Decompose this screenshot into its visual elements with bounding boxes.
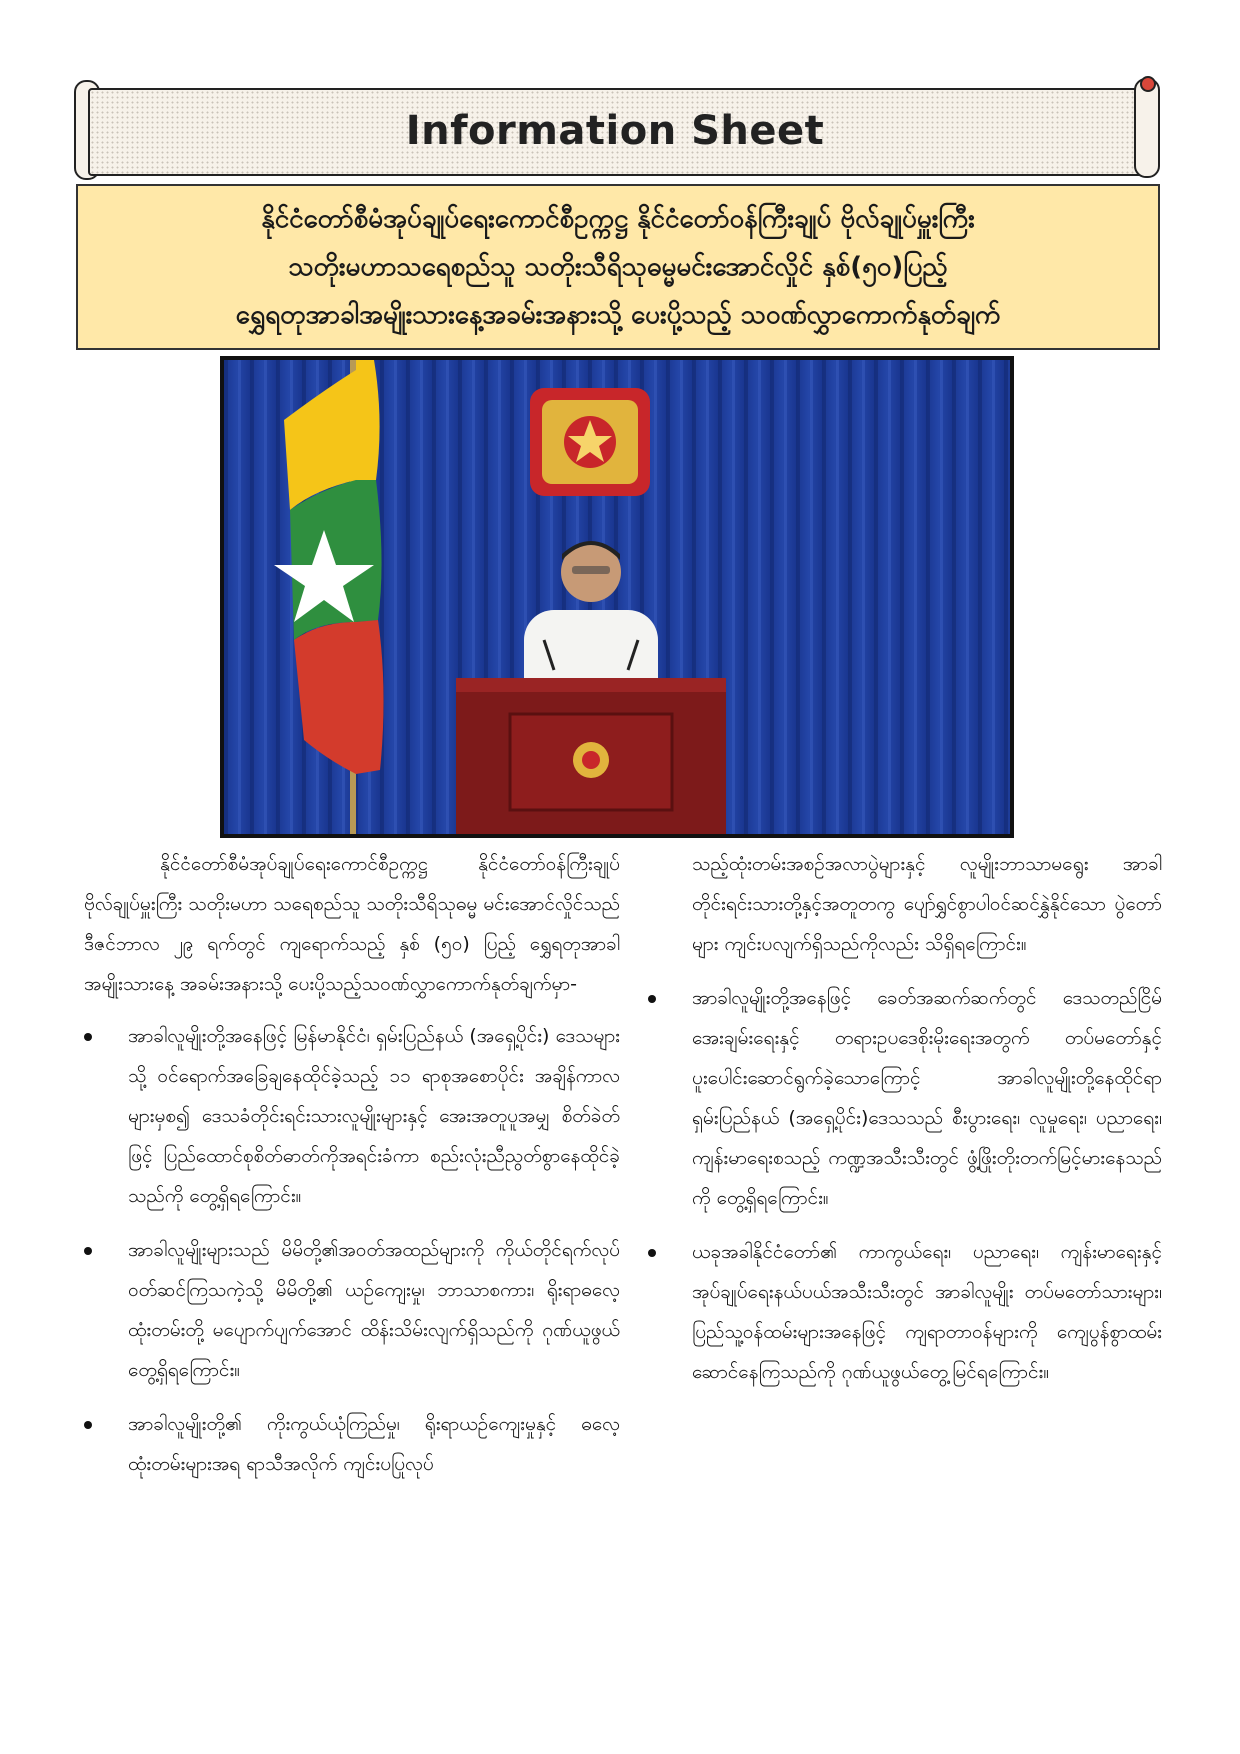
continued-paragraph: သည့်ထုံးတမ်းအစဉ်အလာပွဲများနှင့် လူမျိုးဘာသာမရွေး အာခါတိုင်းရင်းသားတို့နှင့်အတူတကွ ပျော်ရွှင်စွာပါဝင်ဆင်နွှဲနိုင်သော ပွဲတော်များ ကျင်းပလျက်ရှိသည်ကိုလည်း သိရှိရကြောင်း။ xyxy=(692,853,1162,955)
photo-illustration xyxy=(224,360,1010,834)
intro-paragraph: နိုင်ငံတော်စီမံအုပ်ချုပ်ရေးကောင်စီဥက္ကဋ္ဌ နိုင်ငံတော်ဝန်ကြီးချုပ် ဗိုလ်ချုပ်မှူးကြီး သတိုးမဟာ သရေစည်သူ သတိုးသီရိသုဓမ္မ မင်းအောင်လှိုင်သည် ဒီဇင်ဘာလ ၂၉ ရက်တွင် ကျရောက်သည့် နှစ် (၅၀) ပြည့် ရွှေရတုအာခါအမျိုးသားနေ့ အခမ်းအနားသို့ ပေးပို့သည့်သဝဏ်လွှာကောက်နုတ်ချက်မှာ- xyxy=(84,853,620,995)
title-banner xyxy=(70,80,1160,180)
bullet-item xyxy=(648,978,1162,1218)
left-column xyxy=(84,844,620,1498)
right-column xyxy=(648,844,1162,1406)
bullet-icon xyxy=(648,995,656,1003)
bullet-icon xyxy=(648,1249,656,1257)
document-title: Information Sheet xyxy=(405,108,825,154)
bullet-text: အာခါလူမျိုးတို့အနေဖြင့် မြန်မာနိုင်ငံ၊ ရှမ်းပြည်နယ် (အရှေ့ပိုင်း) ဒေသများသို့ ဝင်ရောက်အခြေချနေထိုင်ခဲ့သည့် ၁၁ ရာစုအစောပိုင်း အချိန်ကာလများမှစ၍ ဒေသခံတိုင်းရင်းသားလူမျိုးများနှင့် အေးအတူပူအမျှ စိတ်ခဲတ်ဖြင့် ပြည်ထောင်စုစိတ်ဓာတ်ကိုအရင်းခံကာ စည်းလုံးညီညွတ်စွာနေထိုင်ခဲ့သည်ကို တွေ့ရှိရကြောင်း။ xyxy=(128,1025,620,1207)
bullet-text: အာခါလူမျိုးများသည် မိမိတို့၏အဝတ်အထည်များကို ကိုယ်တိုင်ရက်လုပ်ဝတ်ဆင်ကြသကဲ့သို့ မိမိတို့၏ ယဉ်ကျေးမှု၊ ဘာသာစကား၊ ရိုးရာဓလေ့ထုံးတမ်းတို့ မပျောက်ပျက်အောင် ထိန်းသိမ်းလျက်ရှိသည်ကို ဂုဏ်ယူဖွယ်တွေ့ရှိရကြောင်း။ xyxy=(128,1239,620,1381)
bullet-text: အာခါလူမျိုးတို့၏ ကိုးကွယ်ယုံကြည်မှု၊ ရိုးရာယဉ်ကျေးမှုနှင့် ဓလေ့ထုံးတမ်းများအရ ရာသီအလိုက် ကျင်းပပြုလုပ် xyxy=(128,1413,620,1475)
headline-line-3: ရွှေရတုအာခါအမျိုးသားနေ့အခမ်းအနားသို့ ပေးပို့သည့် သဝဏ်လွှာကောက်နုတ်ချက် xyxy=(235,300,1001,330)
bullet-item xyxy=(84,1016,620,1216)
bullet-icon xyxy=(84,1247,92,1255)
podium xyxy=(456,678,726,834)
speech-photo xyxy=(220,356,1014,838)
bullet-item xyxy=(84,1404,620,1484)
headline-box xyxy=(76,184,1160,350)
bullet-item xyxy=(84,1230,620,1390)
bullet-text: ယခုအခါနိုင်ငံတော်၏ ကာကွယ်ရေး၊ ပညာရေး၊ ကျန်းမာရေးနှင့် အုပ်ချုပ်ရေးနယ်ပယ်အသီးသီးတွင် အာခါလူမျိုး တပ်မတော်သားများ၊ ပြည်သူ့ဝန်ထမ်းများအနေဖြင့် ကျရာတာဝန်များကို ကျေပွန်စွာထမ်းဆောင်နေကြသည်ကို ဂုဏ်ယူဖွယ်တွေ့မြင်ရကြောင်း။ xyxy=(692,1241,1162,1383)
headline-line-2: သတိုးမဟာသရေစည်သူ သတိုးသီရိသုဓမ္မမင်းအောင်လှိုင် နှစ်(၅၀)ပြည့် xyxy=(288,252,948,282)
bullet-icon xyxy=(84,1033,92,1041)
bullet-item xyxy=(648,1232,1162,1392)
bullet-icon xyxy=(84,1421,92,1429)
bullet-text: အာခါလူမျိုးတို့အနေဖြင့် ခေတ်အဆက်ဆက်တွင် ဒေသတည်ငြိမ်အေးချမ်းရေးနှင့် တရားဥပဒေစိုးမိုးရေးအတွက် တပ်မတော်နှင့် ပူးပေါင်းဆောင်ရွက်ခဲ့သောကြောင့် အာခါလူမျိုးတို့နေထိုင်ရာ ရှမ်းပြည်နယ် (အရှေ့ပိုင်း)ဒေသသည် စီးပွားရေး၊ လူမှုရေး၊ ပညာရေး၊ ကျန်းမာရေးစသည့် ကဏ္ဍအသီးသီးတွင် ဖွံ့ဖြိုးတိုးတက်မြင့်မားနေသည်ကို တွေ့ရှိရကြောင်း။ xyxy=(692,987,1162,1209)
headline-line-1: နိုင်ငံတော်စီမံအုပ်ချုပ်ရေးကောင်စီဥက္ကဋ္ဌ နိုင်ငံတော်ဝန်ကြီးချုပ် ဗိုလ်ချုပ်မှူးကြီး xyxy=(261,204,975,234)
state-emblem xyxy=(530,388,650,496)
